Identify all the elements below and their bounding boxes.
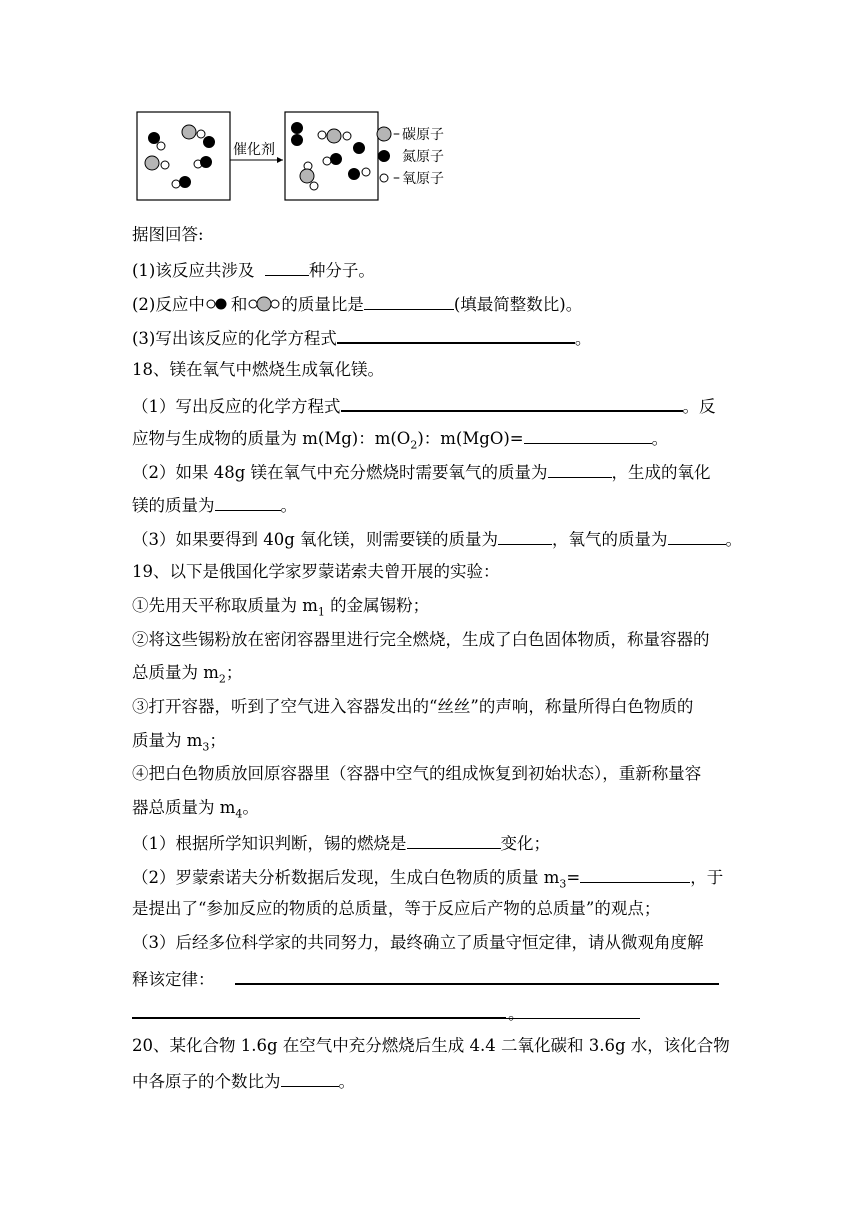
q20-line1: 20、某化合物 1.6g 在空气中充分燃烧后生成 4.4 二氧化碳和 3.6g 水，该化合物 xyxy=(132,1036,730,1055)
q18-blank-o2[interactable] xyxy=(668,528,726,545)
product-molecules xyxy=(292,123,371,191)
q17-part3: (3)写出该反应的化学方程式 。 xyxy=(132,326,591,349)
q18-blank-equation[interactable] xyxy=(341,394,683,412)
reaction-diagram xyxy=(136,108,476,204)
q17-part2: (2)反应中 和 的质量比是 (填最简整数比)。 xyxy=(132,295,583,314)
q19-step1: ①先用天平称取质量为 $m_1$ 的金属锡粉； xyxy=(132,596,430,619)
q17-blank-1[interactable] xyxy=(265,259,309,276)
q19-part1: （1）根据所学知识判断，锡的燃烧是 变化； xyxy=(132,834,550,853)
q19-part3-line2: 释该定律： xyxy=(132,967,719,990)
q18-part1-line2: 应物与生成物的质量为 m(Mg)：$m(O_2)$：m(MgO)= 。 xyxy=(132,429,669,452)
svg-text:–: – xyxy=(393,170,400,186)
co2-molecule-icon xyxy=(247,295,281,313)
q19-blank-explain-2[interactable] xyxy=(132,1001,506,1019)
legend xyxy=(377,126,444,187)
q19-step2-line2: 总质量为 $m_2$； xyxy=(132,663,243,686)
q20-blank-ratio[interactable] xyxy=(281,1070,339,1087)
q17-blank-2[interactable] xyxy=(364,293,454,310)
q18-blank-mgo[interactable] xyxy=(215,494,281,511)
q19-part2-line2: 是提出了“参加反应的物质的总质量，等于反应后产物的总质量”的观点； xyxy=(132,899,661,918)
q17-blank-3[interactable] xyxy=(337,326,575,344)
q18-part1-line1: （1）写出反应的化学方程式 。反 xyxy=(132,394,716,417)
q19-blank-m3[interactable] xyxy=(580,866,690,883)
q19-step3-line1: ③打开容器，听到了空气进入容器发出的“丝丝”的声响，称量所得白色物质的 xyxy=(132,697,694,716)
q20-line2: 中各原子的个数比为 。 xyxy=(132,1072,355,1091)
legend-nitrogen-icon xyxy=(379,151,390,162)
q18-blank-ratio[interactable] xyxy=(524,427,652,444)
svg-text:–: – xyxy=(393,126,400,142)
q19-part3-line1: （3）后经多位科学家的共同努力，最终确立了质量守恒定律，请从微观角度解 xyxy=(132,933,704,952)
q17-part1: (1)该反应共涉及 种分子。 xyxy=(132,261,375,280)
q19-step4-line2: 器总质量为 $m_4$。 xyxy=(132,798,259,821)
catalyst-label: 催化剂 xyxy=(233,142,275,158)
legend-carbon-label: 碳原子 xyxy=(402,127,444,143)
q17-intro: 据图回答: xyxy=(132,225,204,244)
legend-oxygen-label: 氧原子 xyxy=(402,171,444,187)
q18-title: 18、镁在氧气中燃烧生成氧化镁。 xyxy=(132,360,384,379)
legend-nitrogen-label: 氮原子 xyxy=(402,149,444,165)
q18-blank-oxygen[interactable] xyxy=(548,461,612,478)
q19-part2-line1: （2）罗蒙索诺夫分析数据后发现，生成白色物质的质量 $m_3=$ ，于 xyxy=(132,868,724,891)
reactant-molecules xyxy=(145,125,215,188)
q19-title: 19、以下是俄国化学家罗蒙诺索夫曾开展的实验： xyxy=(132,562,500,581)
q18-part2-line1: （2）如果 48g 镁在氧气中充分燃烧时需要氧气的质量为 ，生成的氧化 xyxy=(132,463,711,482)
q19-step4-line1: ④把白色物质放回原容器里（容器中空气的组成恢复到初始状态），重新称量容 xyxy=(132,764,702,783)
q19-blank-change[interactable] xyxy=(407,832,501,849)
q18-part2-line2: 镁的质量为 。 xyxy=(132,496,297,515)
q19-blank-explain-1[interactable] xyxy=(235,967,719,985)
q19-step3-line2: 质量为 $m_3$； xyxy=(132,731,226,754)
q19-step2-line1: ②将这些锡粉放在密闭容器里进行完全燃烧，生成了白色固体物质，称量容器的 xyxy=(132,630,710,649)
q18-blank-mg[interactable] xyxy=(498,528,552,545)
legend-oxygen-icon xyxy=(380,174,388,182)
q19-blank-explain-3[interactable] xyxy=(506,1002,640,1019)
q19-part3-line3: 。 xyxy=(132,1001,525,1024)
no-molecule-icon xyxy=(205,296,231,312)
q18-part3: （3）如果要得到 40g 氧化镁，则需要镁的质量为 ，氧气的质量为 。 xyxy=(132,530,743,549)
legend-carbon-icon xyxy=(377,127,391,141)
